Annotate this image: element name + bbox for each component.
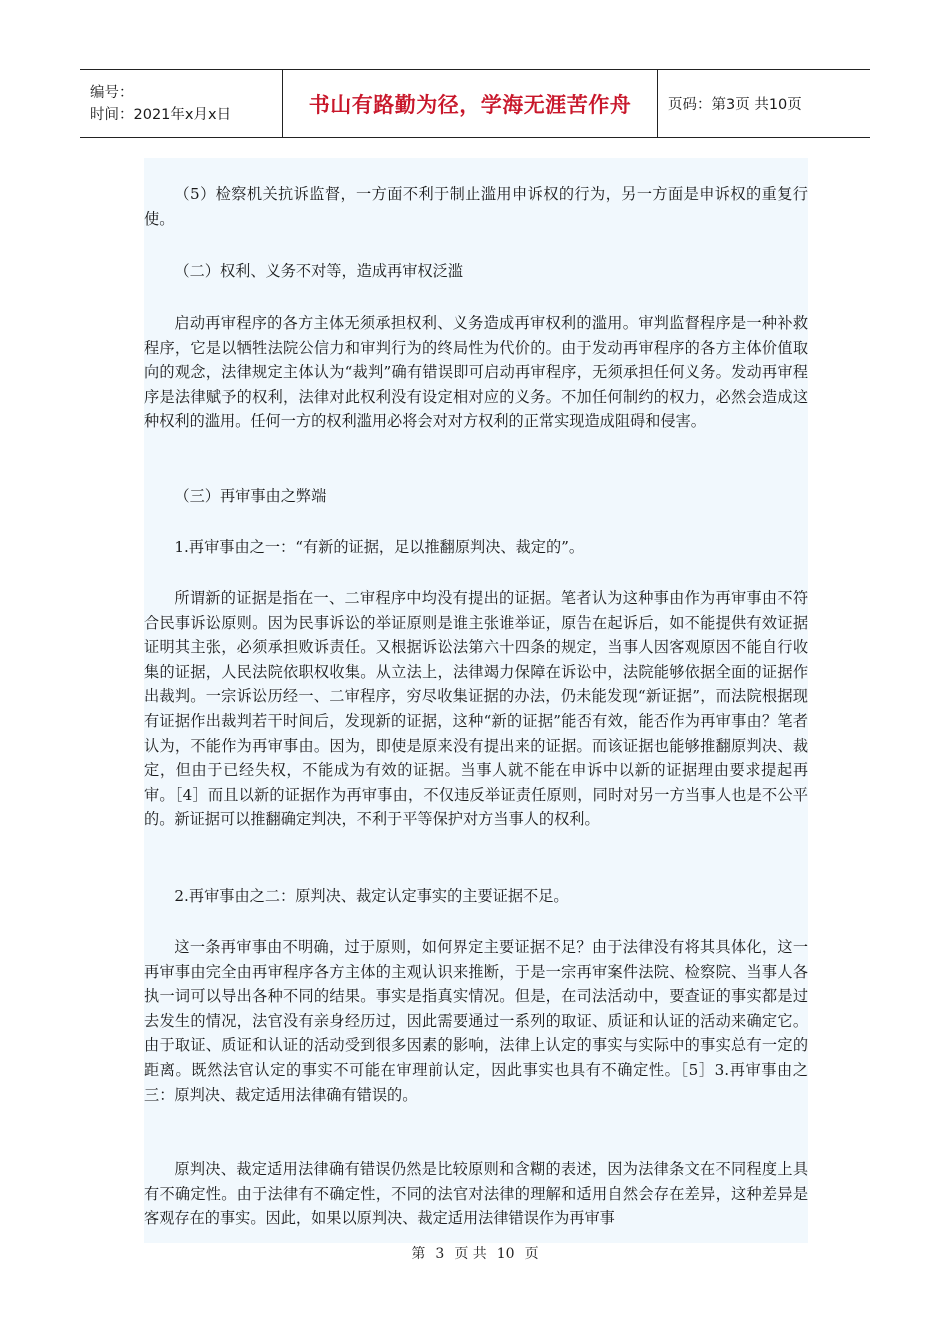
header-page-info [658, 70, 870, 137]
header-meta [80, 70, 282, 137]
subheading-ground-1: 1.再审事由之一：“有新的证据，足以推翻原判决、裁定的”。 [174, 538, 585, 556]
footer-prefix: 第 [411, 1246, 426, 1262]
footer-page-total: 10 [496, 1246, 515, 1262]
page-footer [0, 1243, 950, 1263]
header-motto [282, 70, 658, 137]
document-date: 时间：2021年x月x日 [90, 106, 232, 123]
page-info-text: 页码：第3页 共10页 [668, 97, 802, 113]
paragraph-9: 原判决、裁定适用法律确有错误仍然是比较原则和含糊的表述，因为法律条文在不同程度上具有不确定性。由于法律有不确定性，不同的法官对法律的理解和适用自然会存在差异，这种差异是客观存在的事实。因此，如果以原判决、裁定适用法律错误作为再审事 [144, 1160, 808, 1228]
footer-mid: 页 共 [454, 1246, 487, 1262]
section-heading-2: （二）权利、义务不对等，造成再审权泛滥 [174, 262, 463, 280]
motto-text: 书山有路勤为径，学海无涯苦作舟 [308, 92, 632, 117]
page-header [80, 69, 870, 138]
footer-page-number: 3 [435, 1246, 445, 1262]
footer-suffix: 页 [524, 1246, 539, 1262]
paragraph-8: 这一条再审事由不明确，过于原则，如何界定主要证据不足？由于法律没有将其具体化，这一再审事由完全由再审程序各方主体的主观认识来推断，于是一宗再审案件法院、检察院、当事人各执一词可以导出各种不同的结果。事实是指真实情况。但是，在司法活动中，要查证的事实都是过去发生的情况，法官没有亲身经历过，因此需要通过一系列的取证、质证和认证的活动来确定它。由于取证、质证和认证的活动受到很多因素的影响，法律上认定的事实与实际中的事实总有一定的距离。既然法官认定的事实不可能在审理前认定，因此事实也具有不确定性。［5］3.再审事由之三：原判决、裁定适用法律确有错误的。 [144, 938, 808, 1104]
paragraph-1: （5）检察机关抗诉监督，一方面不利于制止滥用申诉权的行为，另一方面是申诉权的重复行使。 [144, 185, 808, 228]
paragraph-3: 启动再审程序的各方主体无须承担权利、义务造成再审权利的滥用。审判监督程序是一种补救程序，它是以牺牲法院公信力和审判行为的终局性为代价的。由于发动再审程序的各方主体价值取向的观念，法律规定主体认为“裁判”确有错误即可启动再审程序，无须承担任何义务。发动再审程序是法律赋予的权利，法律对此权利没有设定相对应的义务。不加任何制约的权力，必然会造成这种权利的滥用。任何一方的权利滥用必将会对对方权利的正常实现造成阻碍和侵害。 [144, 314, 808, 431]
paragraph-6: 所谓新的证据是指在一、二审程序中均没有提出的证据。笔者认为这种事由作为再审事由不符合民事诉讼原则。因为民事诉讼的举证原则是谁主张谁举证，原告在起诉后，如不能提供有效证据证明其主张，必须承担败诉责任。又根据诉讼法第六十四条的规定，当事人因客观原因不能自行收集的证据，人民法院依职权收集。从立法上，法律竭力保障在诉讼中，法院能够依据全面的证据作出裁判。一宗诉讼历经一、二审程序，穷尽收集证据的办法，仍未能发现“新证据”，而法院根据现有证据作出裁判若干时间后，发现新的证据，这种“新的证据”能否有效，能否作为再审事由？笔者认为，不能作为再审事由。因为，即使是原来没有提出来的证据。而该证据也能够推翻原判决、裁定，但由于已经失权，不能成为有效的证据。当事人就不能在申诉中以新的证据理由要求提起再审。［4］而且以新的证据作为再审事由，不仅违反举证责任原则，同时对另一方当事人也是不公平的。新证据可以推翻确定判决，不利于平等保护对方当事人的权利。 [144, 589, 808, 829]
document-number-label: 编号： [90, 84, 134, 101]
section-heading-3: （三）再审事由之弊端 [174, 487, 327, 505]
subheading-ground-2: 2.再审事由之二：原判决、裁定认定事实的主要证据不足。 [174, 887, 569, 905]
